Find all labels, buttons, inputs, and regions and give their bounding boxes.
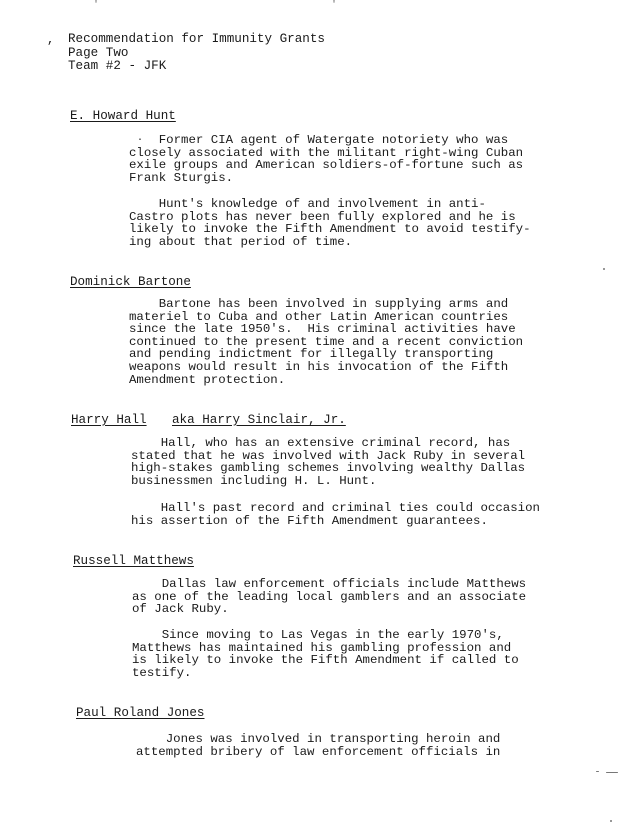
section-aka-hall: aka Harry Sinclair, Jr. xyxy=(172,413,346,427)
text-line: Hunt's knowledge of and involvement in anti- xyxy=(158,197,486,211)
stray-dot: · xyxy=(137,135,144,146)
paragraph-matthews-1 xyxy=(132,578,526,616)
paragraph-matthews-2 xyxy=(132,629,519,679)
section-name-matthews: Russell Matthews xyxy=(73,554,194,568)
page-number-line: Page Two xyxy=(68,45,129,60)
paragraph-hall-1 xyxy=(131,437,525,487)
section-name-hall: Harry Hall xyxy=(71,413,147,427)
text-line: Bartone has been involved in supplying arms and xyxy=(158,297,509,311)
text-line: Jones was involved in transporting heroin and xyxy=(165,732,501,746)
text-line: Frank Sturgis. xyxy=(129,170,234,185)
text-line: exile groups and American soldiers-of-fortune such as xyxy=(129,158,524,173)
text-line: stated that he was involved with Jack Ruby in several xyxy=(131,448,526,463)
text-line: Amendment protection. xyxy=(129,372,286,387)
scan-speck xyxy=(603,268,605,270)
text-line: Since moving to Las Vegas in the early 1970's, xyxy=(161,628,504,642)
text-line: ing about that period of time. xyxy=(129,234,353,249)
paragraph-hall-2 xyxy=(131,502,540,527)
text-line: of Jack Ruby. xyxy=(132,602,229,617)
scan-speck xyxy=(610,820,612,822)
text-line: Hall's past record and criminal ties could occasion xyxy=(160,501,540,515)
memo-header xyxy=(68,33,325,74)
paragraph-hunt-2 xyxy=(129,198,531,248)
text-line: likely to invoke the Fifth Amendment to avoid testify- xyxy=(129,222,531,237)
section-name-bartone: Dominick Bartone xyxy=(70,275,191,289)
text-line: since the late 1950's. His criminal activities have xyxy=(129,322,516,337)
text-line: materiel to Cuba and other Latin American countries xyxy=(129,309,509,324)
stray-mark: , xyxy=(47,33,55,47)
text-line: as one of the leading local gamblers and an associate xyxy=(132,589,527,604)
text-line: and pending indictment for illegally transporting xyxy=(129,347,494,362)
text-line: Hall, who has an extensive criminal record, has xyxy=(160,436,511,450)
text-line: Former CIA agent of Watergate notoriety who was xyxy=(158,133,509,147)
text-line: weapons would result in his invocation of the Fifth xyxy=(129,359,509,374)
section-name-hunt: E. Howard Hunt xyxy=(70,109,176,123)
memo-title: Recommendation for Immunity Grants xyxy=(68,32,325,46)
scan-speck xyxy=(596,771,599,772)
text-line: his assertion of the Fifth Amendment guarantees. xyxy=(131,513,488,528)
text-line: is likely to invoke the Fifth Amendment if called to xyxy=(132,653,519,668)
text-line: attempted bribery of law enforcement officials in xyxy=(136,744,501,759)
text-line: continued to the present time and a recent conviction xyxy=(129,334,524,349)
paragraph-jones-1 xyxy=(136,733,500,758)
scan-speck xyxy=(606,772,618,773)
paragraph-bartone-1 xyxy=(129,298,523,386)
text-line: businessmen including H. L. Hunt. xyxy=(131,473,377,488)
text-line: closely associated with the militant right-wing Cuban xyxy=(129,145,524,160)
team-line: Team #2 - JFK xyxy=(68,59,167,74)
section-name-jones: Paul Roland Jones xyxy=(76,706,205,720)
text-line: Castro plots has never been fully explored and he is xyxy=(129,209,516,224)
scan-speck: ' xyxy=(93,0,100,11)
scan-speck: ' xyxy=(331,0,338,11)
text-line: high-stakes gambling schemes involving wealthy Dallas xyxy=(131,461,526,476)
text-line: Dallas law enforcement officials include Matthews xyxy=(161,577,527,591)
text-line: testify. xyxy=(132,665,192,680)
text-line: Matthews has maintained his gambling profession and xyxy=(132,640,512,655)
paragraph-hunt-1 xyxy=(129,134,523,184)
